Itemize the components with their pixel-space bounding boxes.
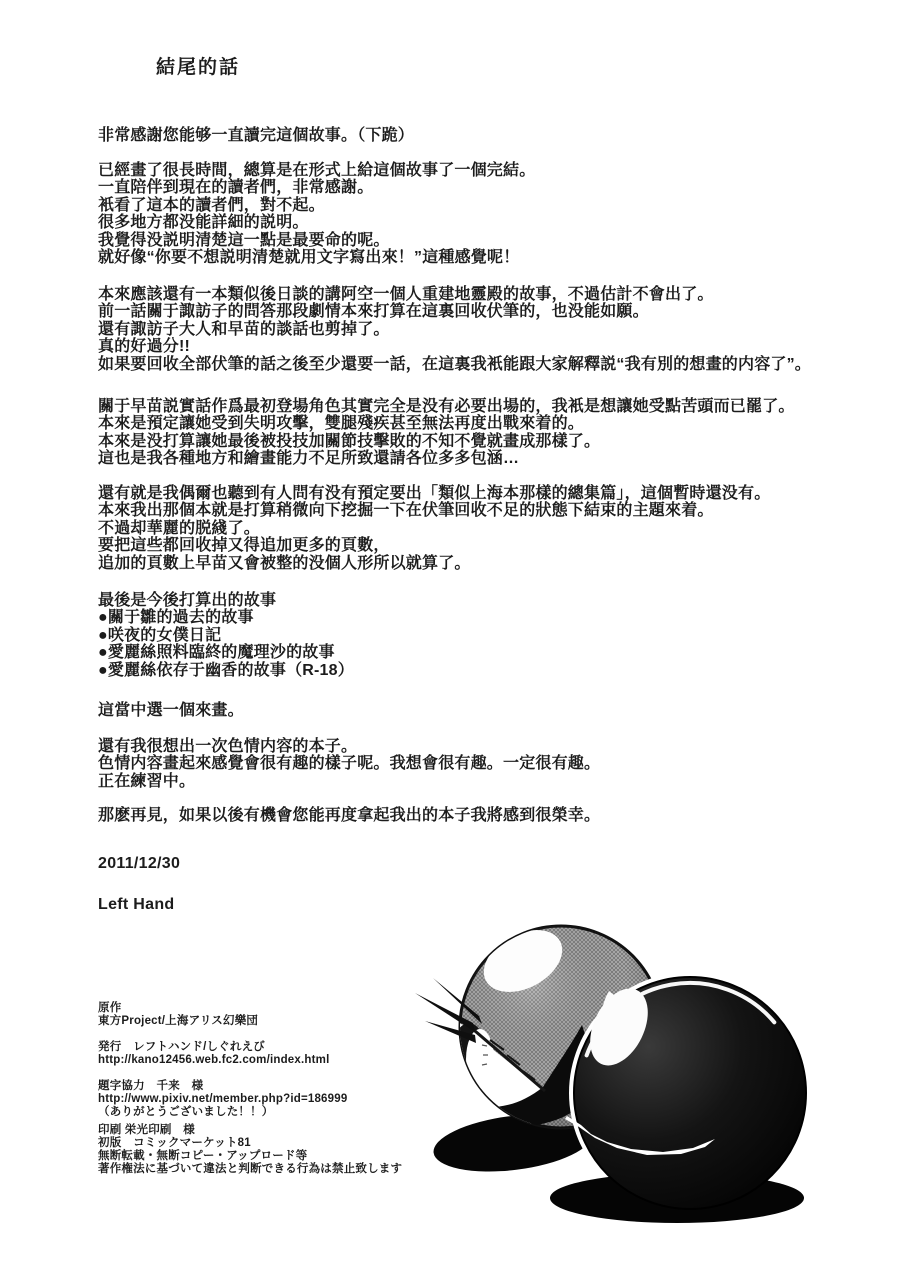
text-line: ●關于雛的過去的故事: [98, 609, 254, 627]
text-line: 還有我很想出一次色情内容的本子。: [98, 738, 358, 755]
text-line: http://www.pixiv.net/member.php?id=186999: [98, 1093, 348, 1105]
text-line: ●愛麗絲依存于幽香的故事（R-18）: [98, 661, 354, 679]
credits-calligraphy: [98, 1080, 347, 1119]
text-line: 衹看了這本的讀者們，對不起。: [98, 196, 325, 214]
text-line: 本來應該還有一本類似後日談的講阿空一個人重建地靈殿的故事，不過估計不會出了。: [98, 286, 714, 303]
page-title: 結尾的話: [156, 57, 241, 78]
text-line: 這當中選一個來畫。: [98, 702, 244, 719]
paragraph-farewell: [98, 807, 600, 824]
text-line: 本來我出那個本就是打算稍微向下挖掘一下在伏筆回收不足的狀態下結束的主題來着。: [98, 502, 714, 520]
text-line: 還有諏訪子大人和早苗的談話也剪掉了。: [98, 320, 390, 338]
text-line: 初版 コミックマーケット81: [98, 1137, 251, 1149]
text-line: 本來是没打算讓她最後被投技加關節技擊敗的不知不覺就畫成那樣了。: [98, 432, 601, 450]
paragraph-future-plans: [98, 592, 354, 679]
text-line: 追加的頁數上早苗又會被整的没個人形所以就算了。: [98, 554, 471, 572]
text-line: 就好像“你要不想説明清楚就用文字寫出來！”這種感覺呢！: [98, 249, 520, 267]
text-line: 東方Project/上海アリス幻樂団: [98, 1015, 259, 1027]
signature-text: Left Hand: [98, 896, 175, 913]
text-line: 這也是我各種地方和繪畫能力不足所致還請各位多多包涵…: [98, 450, 520, 468]
paragraph-pick-one: [98, 702, 244, 719]
text-line: 著作権法に基づいて違法と判断できる行為は禁止致します: [98, 1163, 403, 1175]
credits-publisher: [98, 1041, 329, 1067]
date-text: 2011/12/30: [98, 855, 181, 872]
text-line: 還有就是我偶爾也聽到有人問有没有預定要出「類似上海本那樣的總集篇」，這個暫時還没有。: [98, 485, 771, 502]
text-line: 最後是今後打算出的故事: [98, 592, 277, 609]
text-line: 我覺得没説明清楚這一點是最要命的呢。: [98, 231, 390, 249]
text-line: 真的好過分!!: [98, 338, 191, 356]
text-line: 原作: [98, 1002, 122, 1014]
text-line: 題字協力 千来 様: [98, 1080, 204, 1092]
paragraph-ero-book: [98, 738, 600, 790]
text-line: ●愛麗絲照料臨終的魔理沙的故事: [98, 644, 335, 662]
text-line: ●咲夜的女僕日記: [98, 626, 222, 644]
paragraph-sanae: [98, 398, 795, 468]
text-line: 那麽再見，如果以後有機會您能再度拿起我出的本子我將感到很榮幸。: [98, 807, 601, 824]
orb-creatures-illustration: [395, 875, 900, 1282]
text-line: 本來是預定讓她受到失明攻擊，雙腿殘疾甚至無法再度出戰來着的。: [98, 415, 585, 433]
text-line: 已經畫了很長時間，總算是在形式上給這個故事了一個完結。: [98, 162, 536, 179]
text-line: 很多地方都没能詳細的説明。: [98, 214, 309, 232]
text-line: 不過却華麗的脱綫了。: [98, 519, 261, 537]
paragraph-compilation: [98, 485, 770, 572]
paragraph-completion: [98, 162, 535, 266]
text-line: http://kano12456.web.fc2.com/index.html: [98, 1054, 330, 1066]
text-line: 印刷 栄光印刷 様: [98, 1124, 195, 1136]
text-line: 如果要回收全部伏筆的話之後至少還要一話，在這裏我衹能跟大家解釋説“我有別的想畫的内容了”。: [98, 355, 812, 373]
text-line: 正在練習中。: [98, 772, 196, 790]
paragraph-thanks: [98, 127, 414, 144]
text-line: 要把這些都回收掉又得追加更多的頁數，: [98, 537, 390, 555]
text-line: 発行 レフトハンド/しぐれえび: [98, 1041, 265, 1053]
text-line: 無断転載・無断コピー・アップロード等: [98, 1150, 308, 1162]
text-line: 一直陪伴到現在的讀者們，非常感謝。: [98, 179, 374, 197]
text-line: （ありがとうございました！！）: [98, 1106, 274, 1118]
text-line: 前一話關于諏訪子的問答那段劇情本來打算在這裏回收伏筆的，也没能如願。: [98, 303, 649, 321]
text-line: 色情内容畫起來感覺會很有趣的樣子呢。我想會很有趣。一定很有趣。: [98, 755, 601, 773]
text-line: 關于早苗説實話作爲最初登場角色其實完全是没有必要出場的，我衹是想讓她受點苦頭而已罷了。: [98, 398, 795, 415]
text-line: 非常感謝您能够一直讀完這個故事。（下跪）: [98, 127, 415, 144]
paragraph-cut-content: [98, 286, 811, 373]
credits-original-work: [98, 1002, 258, 1028]
credits-printing: [98, 1124, 402, 1176]
